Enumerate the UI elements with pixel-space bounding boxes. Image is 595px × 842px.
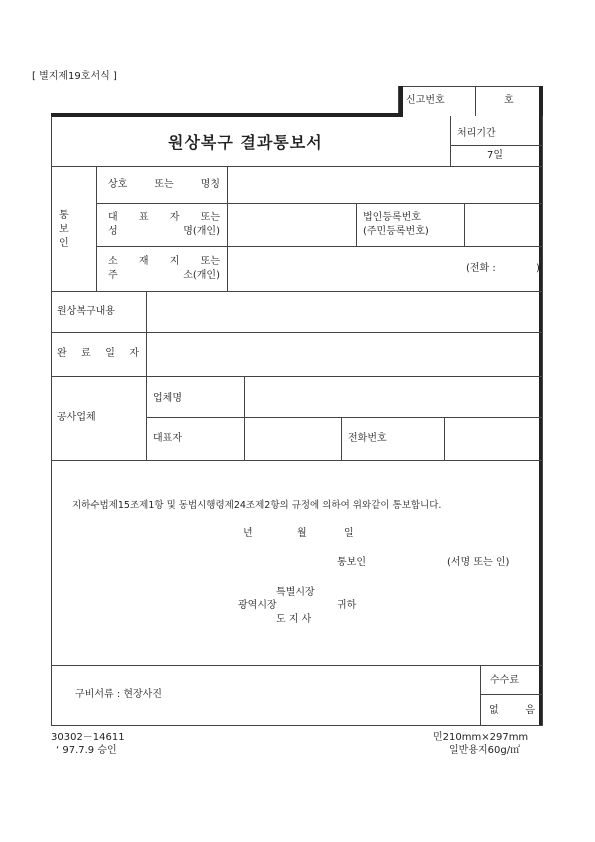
rep-word-3: 자 bbox=[169, 212, 180, 223]
paper-type: 일반용지60g/㎡ bbox=[449, 745, 521, 756]
corp-reg-label-line1: 법인등록번호 bbox=[363, 212, 421, 223]
addressee-honorific: 귀하 bbox=[337, 600, 357, 611]
date-year-label: 년 bbox=[243, 528, 253, 539]
addr-word-4: 또는 bbox=[200, 256, 220, 267]
processing-box-divider bbox=[450, 145, 542, 146]
restoration-content-field[interactable] bbox=[147, 292, 541, 331]
trade-name-word-3: 명칭 bbox=[200, 179, 220, 190]
contractor-section-bottom bbox=[51, 460, 542, 461]
notifier-section-label-3: 인 bbox=[59, 238, 69, 249]
form-title: 원상복구 결과통보서 bbox=[168, 133, 323, 152]
phone-label: (전화 : bbox=[466, 263, 496, 274]
rep-word-1: 대 bbox=[108, 212, 118, 223]
receipt-number-label: 신고번호 bbox=[406, 95, 445, 106]
completion-date-field[interactable] bbox=[147, 333, 541, 375]
addressee-line-1: 특별시장 bbox=[276, 587, 315, 598]
statement-section-bottom bbox=[51, 665, 542, 666]
notifier-section-label-2: 보 bbox=[59, 224, 69, 235]
form-code: 30302－14611 bbox=[51, 732, 125, 743]
address-field[interactable] bbox=[228, 247, 458, 290]
paper-size: 민210mm×297mm bbox=[433, 732, 529, 743]
rep2-word-2: 명(개인) bbox=[183, 226, 220, 237]
completion-char-2: 료 bbox=[81, 348, 91, 359]
notification-statement: 지하수법제15조제1항 및 동법시행령제24조제2항의 규정에 의하여 위와같이 통보합니다. bbox=[72, 500, 442, 511]
trade-name-word-1: 상호 bbox=[108, 179, 128, 190]
receipt-box-shadow-right bbox=[399, 86, 403, 116]
approval-date: ‘ 97.7.9 승인 bbox=[56, 745, 117, 756]
processing-period-value: 7일 bbox=[487, 150, 504, 161]
rep-word-2: 표 bbox=[138, 212, 149, 223]
form-number-label: [ 별지제19호서식 ] bbox=[32, 71, 117, 82]
fee-box-divider bbox=[480, 694, 542, 695]
signature-note: (서명 또는 인) bbox=[447, 557, 510, 568]
representative-field[interactable] bbox=[228, 204, 355, 245]
completion-date-label bbox=[57, 348, 139, 360]
restoration-content-label: 원상복구내용 bbox=[57, 306, 115, 317]
date-month-label: 월 bbox=[297, 528, 307, 539]
frame-bottom-border bbox=[51, 725, 543, 726]
address-label-line1 bbox=[108, 256, 220, 268]
addr-word-2: 재 bbox=[138, 256, 149, 267]
addressee-line-2: 광역시장 bbox=[238, 600, 277, 611]
processing-period-label: 처리기간 bbox=[457, 128, 496, 139]
notifier-section-divider bbox=[96, 166, 97, 291]
corp-reg-label-left bbox=[356, 203, 357, 246]
rep-word-4: 또는 bbox=[200, 212, 220, 223]
addr-word-1: 소 bbox=[108, 256, 118, 267]
phone-label-close: ) bbox=[536, 263, 540, 274]
corp-reg-number-field[interactable] bbox=[465, 204, 541, 245]
date-day-label: 일 bbox=[344, 528, 354, 539]
addr-word-3: 지 bbox=[169, 256, 180, 267]
representative-label-line2 bbox=[108, 226, 220, 238]
contractor-section-label: 공사업체 bbox=[57, 412, 96, 423]
processing-box-left-border bbox=[450, 116, 451, 166]
signature-field[interactable] bbox=[375, 552, 445, 572]
contractor-phone-label-left bbox=[341, 417, 342, 460]
receipt-box-top-border bbox=[398, 86, 543, 87]
frame-right-border bbox=[542, 116, 543, 726]
company-name-label: 업체명 bbox=[153, 393, 182, 404]
representative-label-line1 bbox=[108, 212, 220, 224]
fee-value bbox=[489, 705, 535, 717]
fee-value-char-2: 음 bbox=[525, 705, 535, 716]
addr2-word-1: 주 bbox=[108, 270, 118, 281]
frame-left-border bbox=[51, 116, 52, 726]
company-name-field[interactable] bbox=[245, 377, 541, 416]
receipt-box-shadow bbox=[51, 113, 403, 117]
notifier-section-label-1: 통 bbox=[59, 210, 69, 221]
addr2-word-2: 소(개인) bbox=[183, 270, 220, 281]
contractor-phone-label: 전화번호 bbox=[348, 433, 387, 444]
rep2-word-1: 성 bbox=[108, 226, 118, 237]
completion-char-4: 자 bbox=[129, 348, 139, 359]
contractor-rep-label: 대표자 bbox=[153, 433, 182, 444]
phone-field[interactable] bbox=[503, 258, 536, 278]
signer-label: 통보인 bbox=[337, 557, 366, 568]
completion-char-1: 완 bbox=[57, 348, 67, 359]
fee-label: 수수료 bbox=[490, 675, 519, 686]
corp-reg-label-line2: (주민등록번호) bbox=[363, 226, 429, 237]
fee-value-char-1: 없 bbox=[489, 705, 499, 716]
address-label-line2 bbox=[108, 270, 220, 282]
contractor-phone-field[interactable] bbox=[445, 418, 541, 459]
receipt-box-divider bbox=[475, 86, 476, 116]
contractor-rep-field[interactable] bbox=[245, 418, 340, 459]
trade-name-field[interactable] bbox=[228, 167, 541, 202]
attachments-label: 구비서류 : 현장사진 bbox=[75, 689, 163, 700]
trade-name-word-2: 또는 bbox=[154, 179, 174, 190]
addressee-line-3: 도 지 사 bbox=[276, 614, 312, 625]
completion-char-3: 일 bbox=[105, 348, 115, 359]
fee-box-left-border bbox=[480, 665, 481, 725]
trade-name-label bbox=[108, 179, 220, 191]
receipt-number-unit: 호 bbox=[504, 95, 514, 106]
